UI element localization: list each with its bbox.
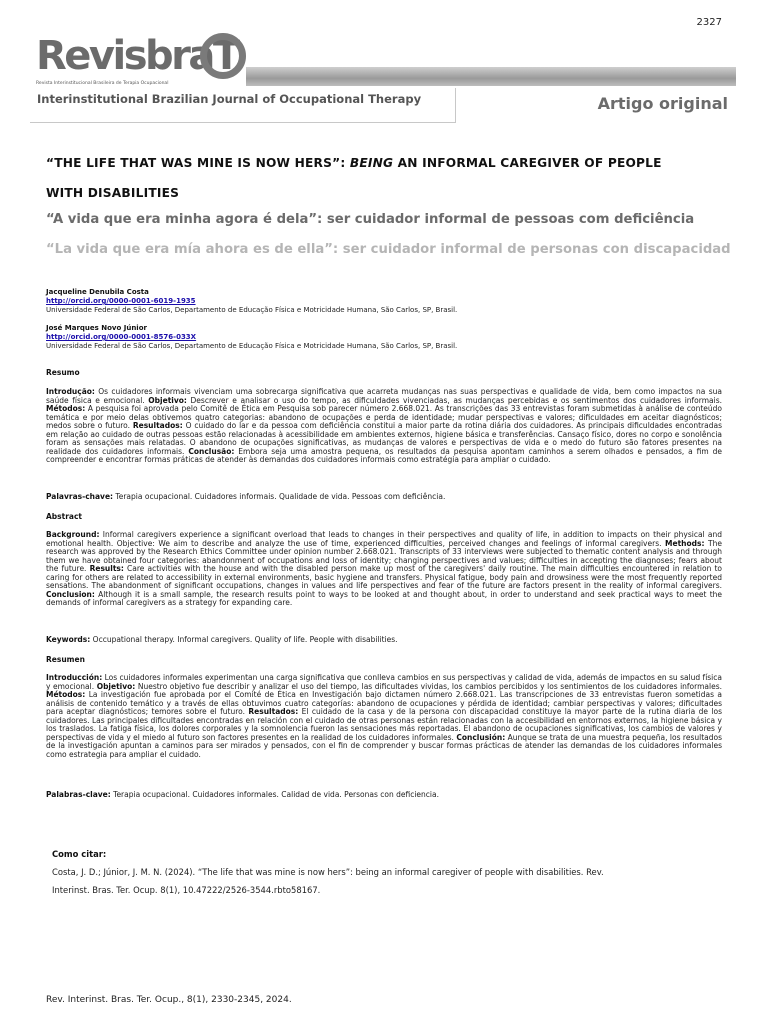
title-english-line-1: “THE LIFE THAT WAS MINE IS NOW HERS”: BEING AN INFORMAL CAREGIVER OF PEOPLE	[46, 156, 662, 170]
author-affiliation: Universidade Federal de São Carlos, Departamento de Educação Física e Motricidade Humana, São Carlos, SP, Brasil.	[46, 342, 458, 350]
author-block	[46, 288, 457, 315]
page-number: 2327	[696, 17, 722, 28]
author-name: José Marques Novo Júnior	[46, 324, 147, 332]
resumo-text: Introdução: Os cuidadores informais vivenciam uma sobrecarga significativa que acarreta mudanças nas suas perspectivas e qualidade de vida, bem como impactos na sua saúde física e emocional. Objetivo: Descrever e analisar o uso do tempo, as dificuldades vivenciadas, as mudanças percebidas e os sentimentos dos cuidadores informais. Métodos: A pesquisa foi aprovada pelo Comitê de Ética em Pesquisa sob parecer número 2.668.021. As transcrições das 33 entrevistas foram submetidas à análise de conteúdo temática e por meio delas obtivemos quatro categorias: abandono de ocupações e perda de identidade; mudar perspectivas e valores; dificuldades em aceitar diagnósticos; medos sobre o futuro. Resultados: O cuidado do lar e da pessoa com deficiência constitui a maior parte da rotina diária dos cuidadores. As principais dificuldades encontradas em relação ao cuidado de outras pessoas estão relacionadas à acessibilidade em ambientes externos, higiene básica e transferências. Cansaço físico, dores no corpo e sonolência foram as sensações mais relatadas. O abandono de ocupações significativas, as mudanças de valores e perspectivas de vida e o medo do futuro são fatores presentes na realidade dos cuidadores informais. Conclusão: Embora seja uma amostra pequena, os resultados da pesquisa apontam caminhos a serem olhados e pensados, a fim de compreender e encontrar formas práticas de atender às demandas dos cuidadores informais como estratégia para ampliar o cuidado.	[46, 387, 722, 464]
journal-name: Interinstitutional Brazilian Journal of Occupational Therapy	[37, 92, 422, 106]
resumen-keywords: Palabras-clave: Terapia ocupacional. Cuidadores informales. Calidad de vida. Personas con deficiencia.	[46, 790, 439, 799]
header-gradient-bar	[246, 67, 736, 86]
abstract-keywords: Keywords: Occupational therapy. Informal caregivers. Quality of life. People with disabilities.	[46, 635, 398, 644]
abstract-heading: Abstract	[46, 512, 83, 521]
citation-label: Como citar:	[52, 849, 107, 859]
resumo-heading: Resumo	[46, 368, 80, 377]
logo-o-ring	[200, 33, 246, 79]
abstract-text: Background: Informal caregivers experience a significant overload that leads to changes in their perspectives and quality of life, in addition to impacts on their physical and emotional health. Objective: We aim to describe and analyze the use of time, experienced difficulties, perceived changes and feelings of informal caregivers. Methods: The research was approved by the Research Ethics Committee under opinion number 2.668.021. Transcripts of 33 interviews were subjected to thematic content analysis and through them we have obtained four categories: abandonment of occupations and loss of identity; changing perspectives and values; difficulties in accepting the diagnoses; fears about the future. Results: Care activities with the house and with the disabled person make up most of the caregivers' daily routine. The main difficulties encountered in relation to caring for others are related to accessibility in external environments, basic hygiene and transfers. Physical fatigue, body pain and drowsiness were the most frequently reported sensations. The abandonment of significant occupations, changes in values and life perspectives and fear of the future are factors present in the reality of informal caregivers. Conclusion: Although it is a small sample, the research results point to ways to be looked at and thought about, in order to understand and seek practical ways to meet the demands of informal caregivers as a strategy for expanding care.	[46, 530, 722, 607]
citation-line-1: Costa, J. D.; Júnior, J. M. N. (2024). “The life that was mine is now hers”: being an informal caregiver of people with disabilities. Rev.	[52, 867, 604, 877]
journal-logo	[36, 30, 246, 88]
page-footer: Rev. Interinst. Bras. Ter. Ocup., 8(1), 2330-2345, 2024.	[46, 995, 292, 1005]
logo-subtitle: Revista Interinstitucional Brasileira de Terapia Ocupacional	[36, 81, 169, 86]
resumo-keywords: Palavras-chave: Terapia ocupacional. Cuidadores informais. Qualidade de vida. Pessoas com deficiência.	[46, 492, 446, 501]
citation-block	[52, 845, 742, 899]
resumen-heading: Resumen	[46, 655, 85, 664]
title-english-line-2: WITH DISABILITIES	[46, 186, 180, 200]
article-type: Artigo original	[597, 94, 728, 113]
title-spanish: “La vida que era mía ahora es de ella”: ser cuidador informal de personas con discapacidad	[46, 242, 731, 257]
title-portuguese: “A vida que era minha agora é dela”: ser cuidador informal de pessoas com deficiência	[46, 212, 695, 227]
resumen-text: Introducción: Los cuidadores informales experimentan una carga significativa que conlleva cambios en sus perspectivas y calidad de vida, además de impactos en su salud física y emocional. Objetivo: Nuestro objetivo fue describir y analizar el uso del tiempo, las dificultades vividas, los cambios percibidos y los sentimientos de los cuidadores informales. Métodos: La investigación fue aprobada por el Comité de Ética en Investigación bajo dictamen número 2.668.021. Las transcripciones de 33 entrevistas fueron sometidas a análisis de contenido temático y a través de ellas obtuvimos cuatro categorías: abandono de ocupaciones y pérdida de identidad; cambiar perspectivas y valores; dificultades para aceptar diagnósticos; temores sobre el futuro. Resultados: El cuidado de la casa y de la persona con discapacidad constituye la mayor parte de la rutina diaria de los cuidadores. Las principales dificultades encontradas en relación con el cuidado de otras personas están relacionadas con la accesibilidad en entornos externos, la higiene básica y los traslados. La fatiga física, los dolores corporales y la somnolencia fueron las sensaciones más reportadas. El abandono de ocupaciones significativas, los cambios de valores y perspectivas de vida y el miedo al futuro son factores presentes en la realidad de los cuidadores informales. Conclusión: Aunque se trata de una muestra pequeña, los resultados de la investigación apuntan a caminos para ser mirados y pensados, con el fin de comprender y buscar formas prácticas de atender las demandas de los cuidadores informales como estrategia para ampliar el cuidado.	[46, 673, 722, 759]
author-block	[46, 324, 457, 351]
orcid-link[interactable]: http://orcid.org/0000-0001-6019-1935	[46, 297, 196, 305]
logo-wordmark: RevisbraT	[36, 33, 238, 79]
citation-line-2: Interinst. Bras. Ter. Ocup. 8(1), 10.47222/2526-3544.rbto58167.	[52, 885, 321, 895]
author-affiliation: Universidade Federal de São Carlos, Departamento de Educação Física e Motricidade Humana, São Carlos, SP, Brasil.	[46, 306, 458, 314]
orcid-link[interactable]: http://orcid.org/0000-0001-8576-033X	[46, 333, 197, 341]
author-name: Jacqueline Denubila Costa	[46, 288, 149, 296]
